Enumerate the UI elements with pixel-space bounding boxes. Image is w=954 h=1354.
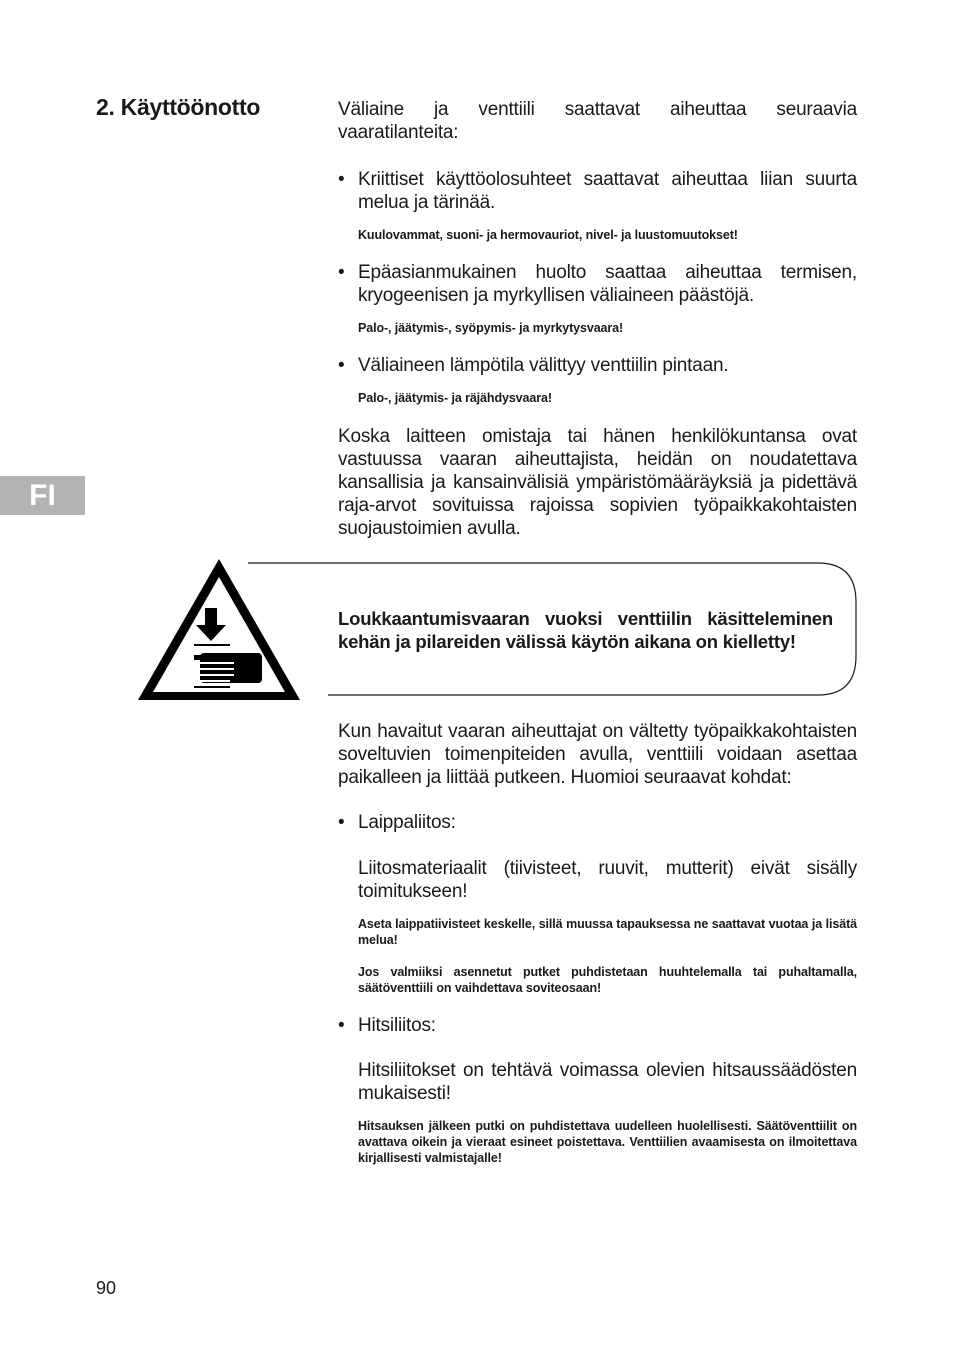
hazard-item [338, 354, 857, 377]
bullet-icon: • [338, 169, 345, 190]
bullet-icon: • [338, 1015, 345, 1036]
hazard-item [338, 261, 857, 307]
section-heading: 2. Käyttöönotto [96, 94, 261, 120]
hazard-text: Kriittiset käyttöolosuhteet saattavat aiheuttaa liian suurta melua ja tärinää. [358, 169, 857, 213]
hazard-note: Kuulovammat, suoni- ja hermovauriot, nivel- ja luustomuutokset! [358, 228, 738, 242]
weld-note: Hitsauksen jälkeen putki on puhdistettava uudelleen huolellisesti. Säätöventtiilit on avattava oikein ja vieraat esineet poistettava. Venttiilien avaamisesta on ilmoitettava kirjallisesti valmistajalle! [358, 1119, 857, 1165]
flange-item [338, 811, 857, 834]
responsibility-paragraph: Koska laitteen omistaja tai hänen henkilökuntansa ovat vastuussa vaaran aiheuttajista, heidän on noudatettava kansallisia ja kansainvälisiä ympäristömääräyksiä ja pidettävä raja-arvot sovituissa rajoissa sopivien työpaikkakohtaisten suojaustoimien avulla. [338, 426, 857, 539]
flange-note: Aseta laippatiivisteet keskelle, sillä muussa tapauksessa ne saattavat vuotaa ja lisätä melua! [358, 917, 857, 947]
language-tab: FI [0, 476, 85, 515]
bullet-icon: • [338, 355, 345, 376]
hazard-note: Palo-, jäätymis-, syöpymis- ja myrkytysvaara! [358, 321, 624, 335]
flange-note: Jos valmiiksi asennetut putket puhdistetaan huuhtelemalla tai puhaltamalla, säätöventtiili on vaihdettava soviteosaan! [358, 965, 857, 995]
weld-item [338, 1014, 857, 1037]
hazard-note: Palo-, jäätymis- ja räjähdysvaara! [358, 391, 552, 405]
hazard-item [338, 168, 857, 214]
weld-label: Hitsiliitos: [358, 1015, 436, 1036]
bullet-icon: • [338, 262, 345, 283]
warning-text: Loukkaantumisvaaran vuoksi venttiilin käsitteleminen kehän ja pilareiden välissä käytön aikana on kielletty! [338, 608, 833, 652]
hazard-text: Väliaineen lämpötila välittyy venttiilin pintaan. [358, 355, 729, 376]
hazard-text: Epäasianmukainen huolto saattaa aiheuttaa termisen, kryogeenisen ja myrkyllisen väliaineen päästöjä. [358, 262, 857, 306]
weld-text: Hitsiliitokset on tehtävä voimassa olevien hitsaussäädösten mukaisesti! [358, 1060, 857, 1104]
flange-text: Liitosmateriaalit (tiivisteet, ruuvit, mutterit) eivät sisälly toimitukseen! [358, 858, 857, 902]
flange-label: Laippaliitos: [358, 812, 456, 833]
bullet-icon: • [338, 812, 345, 833]
page-number: 90 [96, 1278, 117, 1298]
intro-paragraph: Väliaine ja venttiili saattavat aiheuttaa seuraavia vaaratilanteita: [338, 99, 857, 143]
installation-intro: Kun havaitut vaaran aiheuttajat on vältetty työpaikkakohtaisten soveltuvien toimenpiteiden avulla, venttiili voidaan asettaa paikalleen ja liittää putkeen. Huomioi seuraavat kohdat: [338, 721, 857, 788]
